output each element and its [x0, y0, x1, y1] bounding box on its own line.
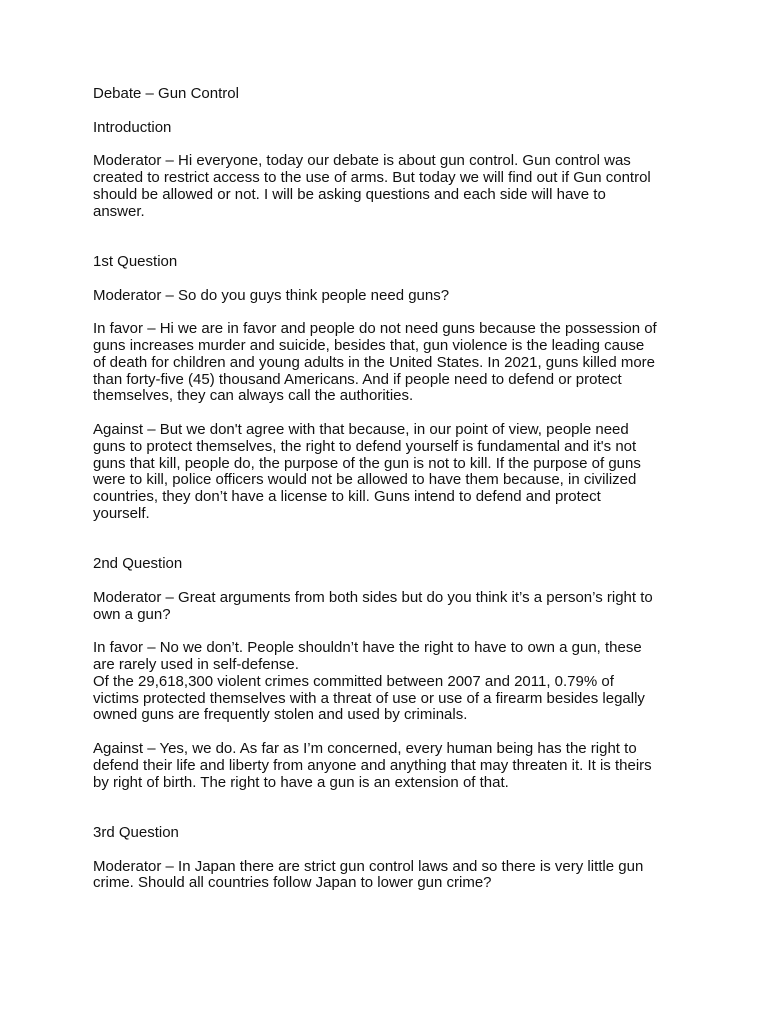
paragraph-line: should be allowed or not. I will be asking questions and each side will have to: [93, 185, 606, 203]
question-1-against-paragraph: [93, 422, 683, 523]
paragraph-line: of death for children and young adults in the United States. In 2021, guns killed more: [93, 353, 656, 371]
paragraph-line: guns that kill, people do, the purpose of the gun is not to kill. If the purpose of guns: [93, 454, 641, 472]
paragraph-line: Of the 29,618,300 violent crimes committed between 2007 and 2011, 0.79% of: [93, 672, 614, 690]
paragraph-line: Against – Yes, we do. As far as I’m concerned, every human being has the right to: [93, 740, 637, 758]
paragraph-line: crime. Should all countries follow Japan to lower gun crime?: [93, 874, 492, 892]
question-2-in-favor-paragraph: [93, 640, 683, 724]
document-title: Debate – Gun Control: [93, 85, 239, 102]
paragraph-line: victims protected themselves with a threat of use or use of a firearm besides legally: [93, 689, 645, 707]
paragraph-line: In favor – Hi we are in favor and people do not need guns because the possession of: [93, 320, 657, 338]
paragraph-line: guns to protect themselves, the right to defend yourself is fundamental and it's not: [93, 437, 637, 455]
question-2-heading: 2nd Question: [93, 555, 183, 573]
paragraph-line: own a gun?: [93, 605, 171, 623]
paragraph-line: countries, they don’t have a license to kill. Guns intend to defend and protect: [93, 488, 601, 506]
paragraph-line: Moderator – Hi everyone, today our debate is about gun control. Gun control was: [93, 152, 631, 170]
document-page: [93, 86, 683, 892]
paragraph-line: are rarely used in self-defense.: [93, 656, 299, 674]
introduction-moderator-paragraph: [93, 153, 683, 220]
paragraph-line: by right of birth. The right to have a gun is an extension of that.: [93, 773, 509, 791]
paragraph-line: Moderator – In Japan there are strict gun control laws and so there is very little gun: [93, 857, 644, 875]
paragraph-line: Moderator – So do you guys think people need guns?: [93, 286, 450, 304]
introduction-heading: Introduction: [93, 118, 172, 136]
paragraph-line: In favor – No we don’t. People shouldn’t have the right to have to own a gun, these: [93, 639, 642, 657]
paragraph-line: Moderator – Great arguments from both sides but do you think it’s a person’s right to: [93, 588, 653, 606]
question-1-moderator-paragraph: [93, 288, 683, 305]
paragraph-line: were to kill, police officers would not be allowed to have them because, in civilized: [93, 471, 637, 489]
question-1-heading: 1st Question: [93, 252, 178, 270]
paragraph-line: themselves, they can always call the authorities.: [93, 387, 414, 405]
question-3-moderator-paragraph: [93, 859, 683, 893]
question-1-in-favor-paragraph: [93, 321, 683, 405]
question-2-against-paragraph: [93, 741, 683, 791]
paragraph-line: Against – But we don't agree with that because, in our point of view, people need: [93, 420, 629, 438]
paragraph-line: than forty-five (45) thousand Americans. And if people need to defend or protect: [93, 370, 622, 388]
paragraph-line: created to restrict access to the use of arms. But today we will find out if Gun control: [93, 168, 651, 186]
paragraph-line: defend their life and liberty from anyone and anything that may threaten it. It is theirs: [93, 756, 652, 774]
paragraph-line: owned guns are frequently stolen and used by criminals.: [93, 706, 468, 724]
paragraph-line: answer.: [93, 202, 145, 220]
question-3-heading: 3rd Question: [93, 824, 179, 842]
paragraph-line: guns increases murder and suicide, besides that, gun violence is the leading cause: [93, 336, 645, 354]
question-2-moderator-paragraph: [93, 590, 683, 624]
paragraph-line: yourself.: [93, 504, 150, 522]
